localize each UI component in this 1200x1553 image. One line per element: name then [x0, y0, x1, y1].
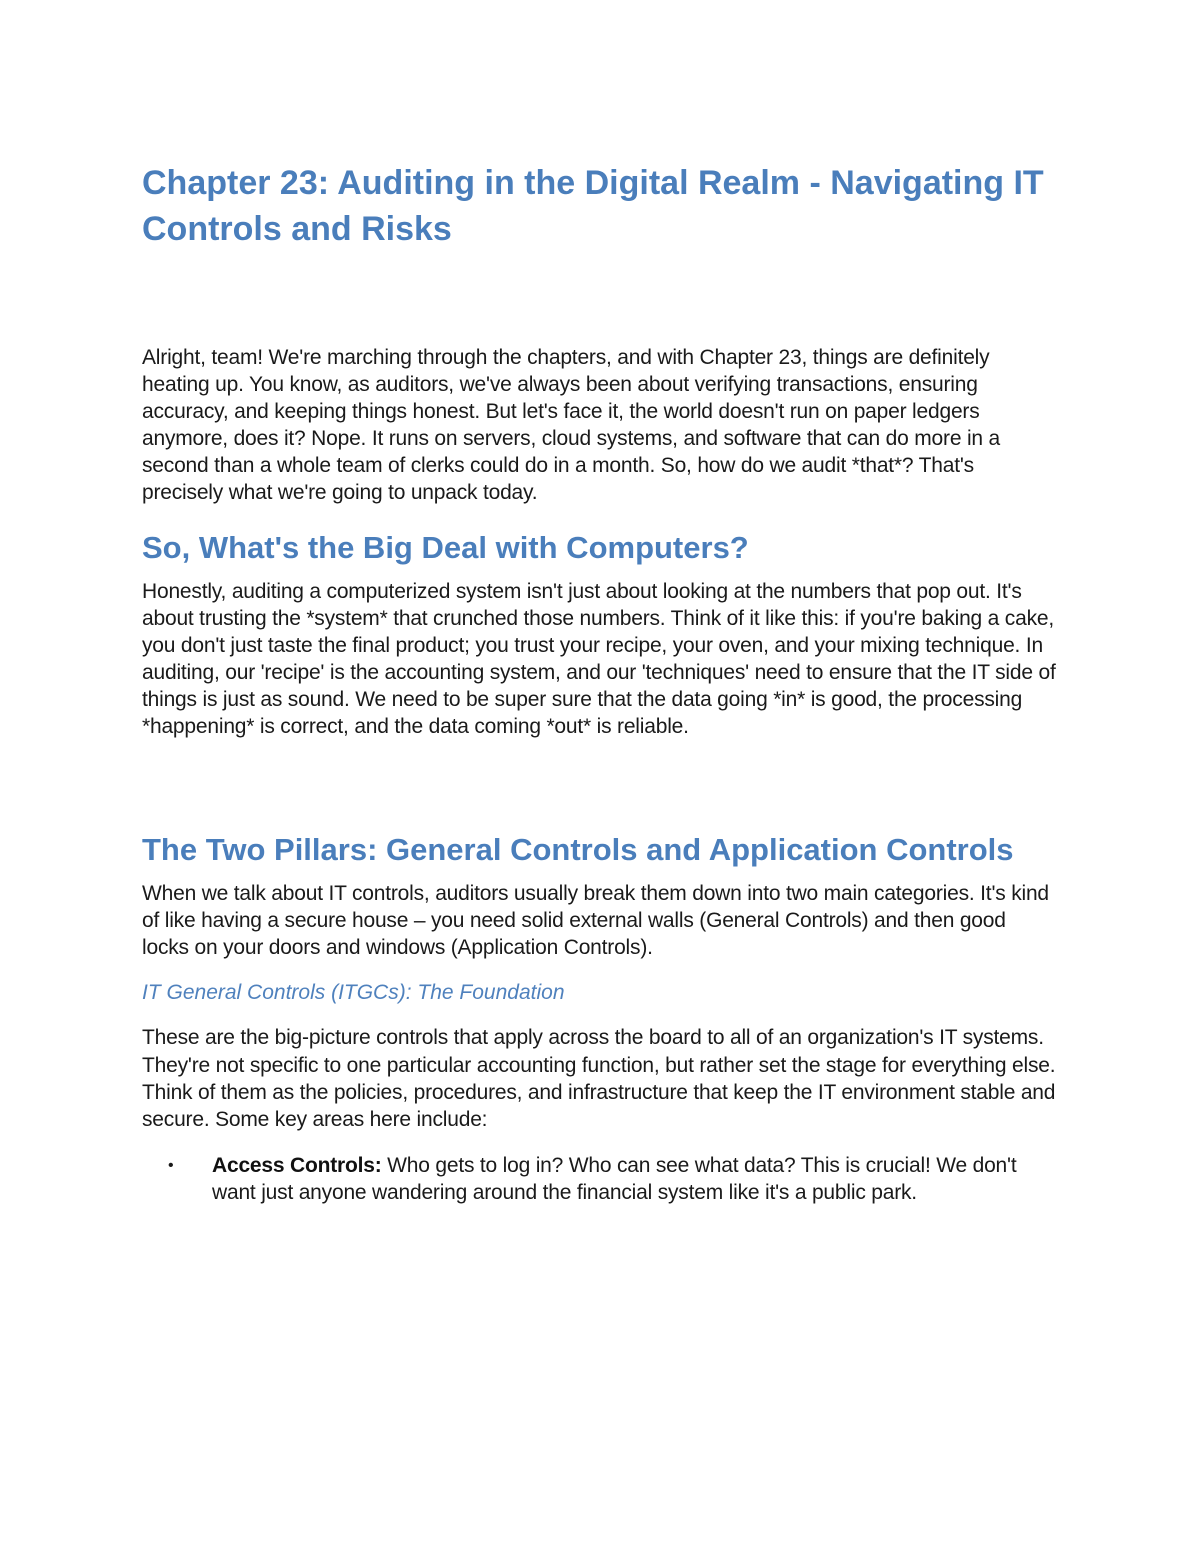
document-title: Chapter 23: Auditing in the Digital Realm - Navigating IT Controls and Risks [142, 164, 1044, 248]
document-page [142, 160, 1057, 1206]
subsection-heading-itgc: IT General Controls (ITGCs): The Foundation [142, 981, 565, 1005]
section-paragraph-two-pillars: When we talk about IT controls, auditors usually break them down into two main categories. It's kind of like having a secure house – you need solid external walls (General Controls) and then good locks on your doors and windows (Application Controls). [142, 882, 1049, 960]
intro-paragraph: Alright, team! We're marching through the chapters, and with Chapter 23, things are definitely heating up. You know, as auditors, we've always been about verifying transactions, ensuring accuracy, and keeping things honest. But let's face it, the world doesn't run on paper ledgers anymore, does it? Nope. It runs on servers, cloud systems, and software that can do more in a second than a whole team of clerks could do in a month. So, how do we audit *that*? That's precisely what we're going to unpack today. [142, 346, 1000, 505]
section-paragraph-computers: Honestly, auditing a computerized system isn't just about looking at the numbers that pop out. It's about trusting the *system* that crunched those numbers. Think of it like this: if you're baking a cake, you don't just taste the final product; you trust your recipe, your oven, and your mixing technique. In auditing, our 'recipe' is the accounting system, and our 'techniques' need to ensure that the IT side of things is just as sound. We need to be super sure that the data going *in* is good, the processing *happening* is correct, and the data coming *out* is reliable. [142, 579, 1056, 739]
itgc-bullet-list [142, 1152, 1057, 1206]
list-item [142, 1152, 1057, 1206]
bullet-icon: • [168, 1156, 174, 1174]
section-heading-two-pillars: The Two Pillars: General Controls and Application Controls [142, 832, 1014, 868]
subsection-paragraph-itgc: These are the big-picture controls that apply across the board to all of an organization's IT systems. They're not specific to one particular accounting function, but rather set the stage for everything else. Think of them as the policies, procedures, and infrastructure that keep the IT environment stable and secure. Some key areas here include: [142, 1026, 1056, 1131]
section-heading-computers: So, What's the Big Deal with Computers? [142, 529, 749, 565]
bullet-text: Who gets to log in? Who can see what data? This is crucial! We don't want just anyone wandering around the financial system like it's a public park. [212, 1153, 1017, 1204]
bullet-term: Access Controls: [212, 1153, 382, 1177]
